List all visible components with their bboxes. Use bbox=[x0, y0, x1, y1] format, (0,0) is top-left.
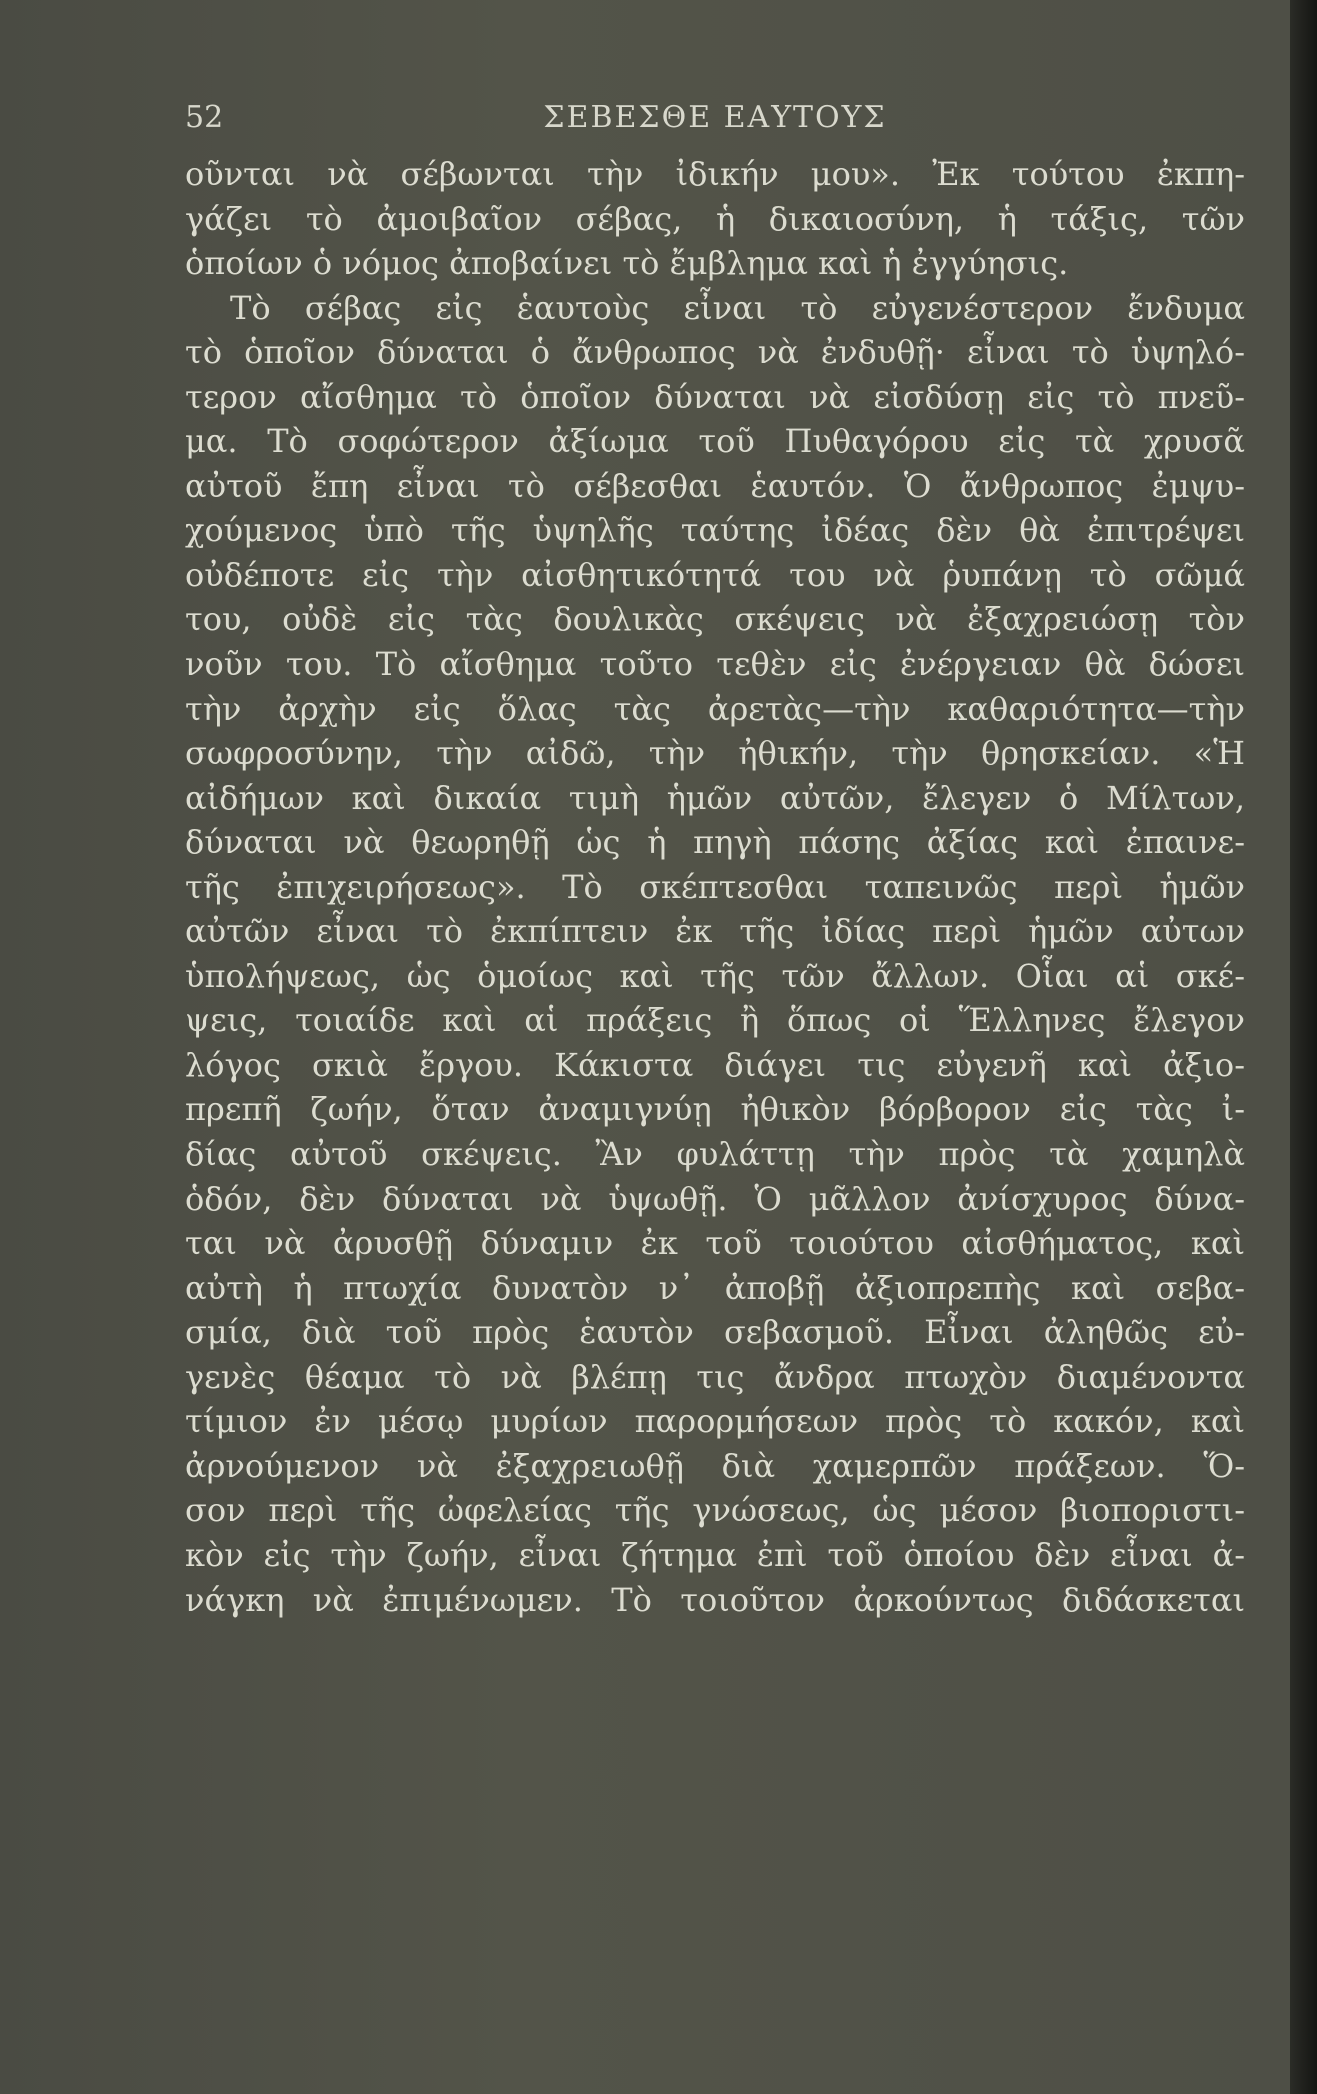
text-line: του, οὐδὲ εἰς τὰς δουλικὰς σκέψεις νὰ ἐξαχρειώσῃ τὸν bbox=[185, 600, 1245, 639]
text-line: αἰδήμων καὶ δικαία τιμὴ ἡμῶν αὐτῶν, ἔλεγεν ὁ Μίλτων, bbox=[185, 778, 1245, 817]
text-line: μα. Τὸ σοφώτερον ἀξίωμα τοῦ Πυθαγόρου εἰς τὰ χρυσᾶ bbox=[185, 422, 1245, 461]
page-number: 52 bbox=[185, 100, 224, 135]
text-line: νοῦν του. Τὸ αἴσθημα τοῦτο τεθὲν εἰς ἐνέργειαν θὰ δώσει bbox=[185, 645, 1245, 684]
text-line: τὸ ὁποῖον δύναται ὁ ἄνθρωπος νὰ ἐνδυθῇ· εἶναι τὸ ὑψηλό- bbox=[185, 333, 1245, 372]
text-line: γενὲς θέαμα τὸ νὰ βλέπῃ τις ἄνδρα πτωχὸν διαμένοντα bbox=[185, 1357, 1245, 1396]
text-line: τερον αἴσθημα τὸ ὁποῖον δύναται νὰ εἰσδύσῃ εἰς τὸ πνεῦ- bbox=[185, 377, 1245, 416]
text-line: λόγος σκιὰ ἔργου. Κάκιστα διάγει τις εὐγενῆ καὶ ἀξιο- bbox=[185, 1045, 1245, 1084]
text-line: οῦνται νὰ σέβωνται τὴν ἰδικήν μου». Ἐκ τούτου ἐκπη- bbox=[185, 155, 1245, 193]
text-line: ψεις, τοιαίδε καὶ αἱ πράξεις ἢ ὅπως οἱ Ἕλληνες ἔλεγον bbox=[185, 1001, 1245, 1040]
text-line: δύναται νὰ θεωρηθῇ ὡς ἡ πηγὴ πάσης ἀξίας καὶ ἐπαινε- bbox=[185, 823, 1245, 862]
text-line: νάγκη νὰ ἐπιμένωμεν. Τὸ τοιοῦτον ἀρκούντως διδάσκεται bbox=[185, 1580, 1245, 1619]
text-line: σωφροσύνην, τὴν αἰδῶ, τὴν ἠθικήν, τὴν θρησκείαν. «Ἡ bbox=[185, 734, 1245, 773]
text-line: τὴν ἀρχὴν εἰς ὅλας τὰς ἀρετὰς—τὴν καθαριότητα—τὴν bbox=[185, 689, 1245, 728]
book-spine-shadow bbox=[1290, 0, 1317, 2094]
running-title: ΣΕΒΕΣΘΕ ΕΑΥΤΟΥΣ bbox=[543, 100, 887, 135]
text-line: ται νὰ ἀρυσθῇ δύναμιν ἐκ τοῦ τοιούτου αἰσθήματος, καὶ bbox=[185, 1224, 1245, 1263]
text-line: σον περὶ τῆς ὠφελείας τῆς γνώσεως, ὡς μέσον βιοποριστι- bbox=[185, 1491, 1245, 1530]
text-line: οὐδέποτε εἰς τὴν αἰσθητικότητά του νὰ ῥυπάνῃ τὸ σῶμά bbox=[185, 555, 1245, 594]
text-line: αὐτὴ ἡ πτωχία δυνατὸν ν᾽ ἀποβῇ ἀξιοπρεπὴς καὶ σεβα- bbox=[185, 1268, 1245, 1307]
page-header bbox=[185, 100, 1245, 140]
text-line: δίας αὐτοῦ σκέψεις. Ἂν φυλάττῃ τὴν πρὸς τὰ χαμηλὰ bbox=[185, 1135, 1245, 1174]
text-line: ὑπολήψεως, ὡς ὁμοίως καὶ τῆς τῶν ἄλλων. Οἷαι αἱ σκέ- bbox=[185, 956, 1245, 995]
text-line: ἀρνούμενον νὰ ἐξαχρειωθῇ διὰ χαμερπῶν πράξεων. Ὅ- bbox=[185, 1446, 1245, 1485]
text-line: τῆς ἐπιχειρήσεως». Τὸ σκέπτεσθαι ταπεινῶς περὶ ἡμῶν bbox=[185, 867, 1245, 906]
text-line: αὐτοῦ ἔπη εἶναι τὸ σέβεσθαι ἑαυτόν. Ὁ ἄνθρωπος ἐμψυ- bbox=[185, 466, 1245, 505]
body-text bbox=[185, 152, 1245, 1622]
text-line: σμία, διὰ τοῦ πρὸς ἑαυτὸν σεβασμοῦ. Εἶναι ἀληθῶς εὐ- bbox=[185, 1313, 1245, 1352]
text-line: τίμιον ἐν μέσῳ μυρίων παρορμήσεων πρὸς τὸ κακόν, καὶ bbox=[185, 1402, 1245, 1441]
text-line: ὁδόν, δὲν δύναται νὰ ὑψωθῇ. Ὁ μᾶλλον ἀνίσχυρος δύνα- bbox=[185, 1179, 1245, 1218]
text-line: κὸν εἰς τὴν ζωήν, εἶναι ζήτημα ἐπὶ τοῦ ὁποίου δὲν εἶναι ἀ- bbox=[185, 1535, 1245, 1574]
text-line: αὐτῶν εἶναι τὸ ἐκπίπτειν ἐκ τῆς ἰδίας περὶ ἡμῶν αὐτων bbox=[185, 912, 1245, 951]
text-line: χούμενος ὑπὸ τῆς ὑψηλῆς ταύτης ἰδέας δὲν θὰ ἐπιτρέψει bbox=[185, 511, 1245, 550]
text-line: γάζει τὸ ἀμοιβαῖον σέβας, ἡ δικαιοσύνη, ἡ τάξις, τῶν bbox=[185, 199, 1245, 238]
text-line: ὁποίων ὁ νόμος ἀποβαίνει τὸ ἔμβλημα καὶ ἡ ἐγγύησις. bbox=[185, 244, 1069, 283]
text-line: Τὸ σέβας εἰς ἑαυτοὺς εἶναι τὸ εὐγενέστερον ἔνδυμα bbox=[230, 288, 1245, 327]
text-line: πρεπῆ ζωήν, ὅταν ἀναμιγνύῃ ἠθικὸν βόρβορον εἰς τὰς ἰ- bbox=[185, 1090, 1245, 1129]
